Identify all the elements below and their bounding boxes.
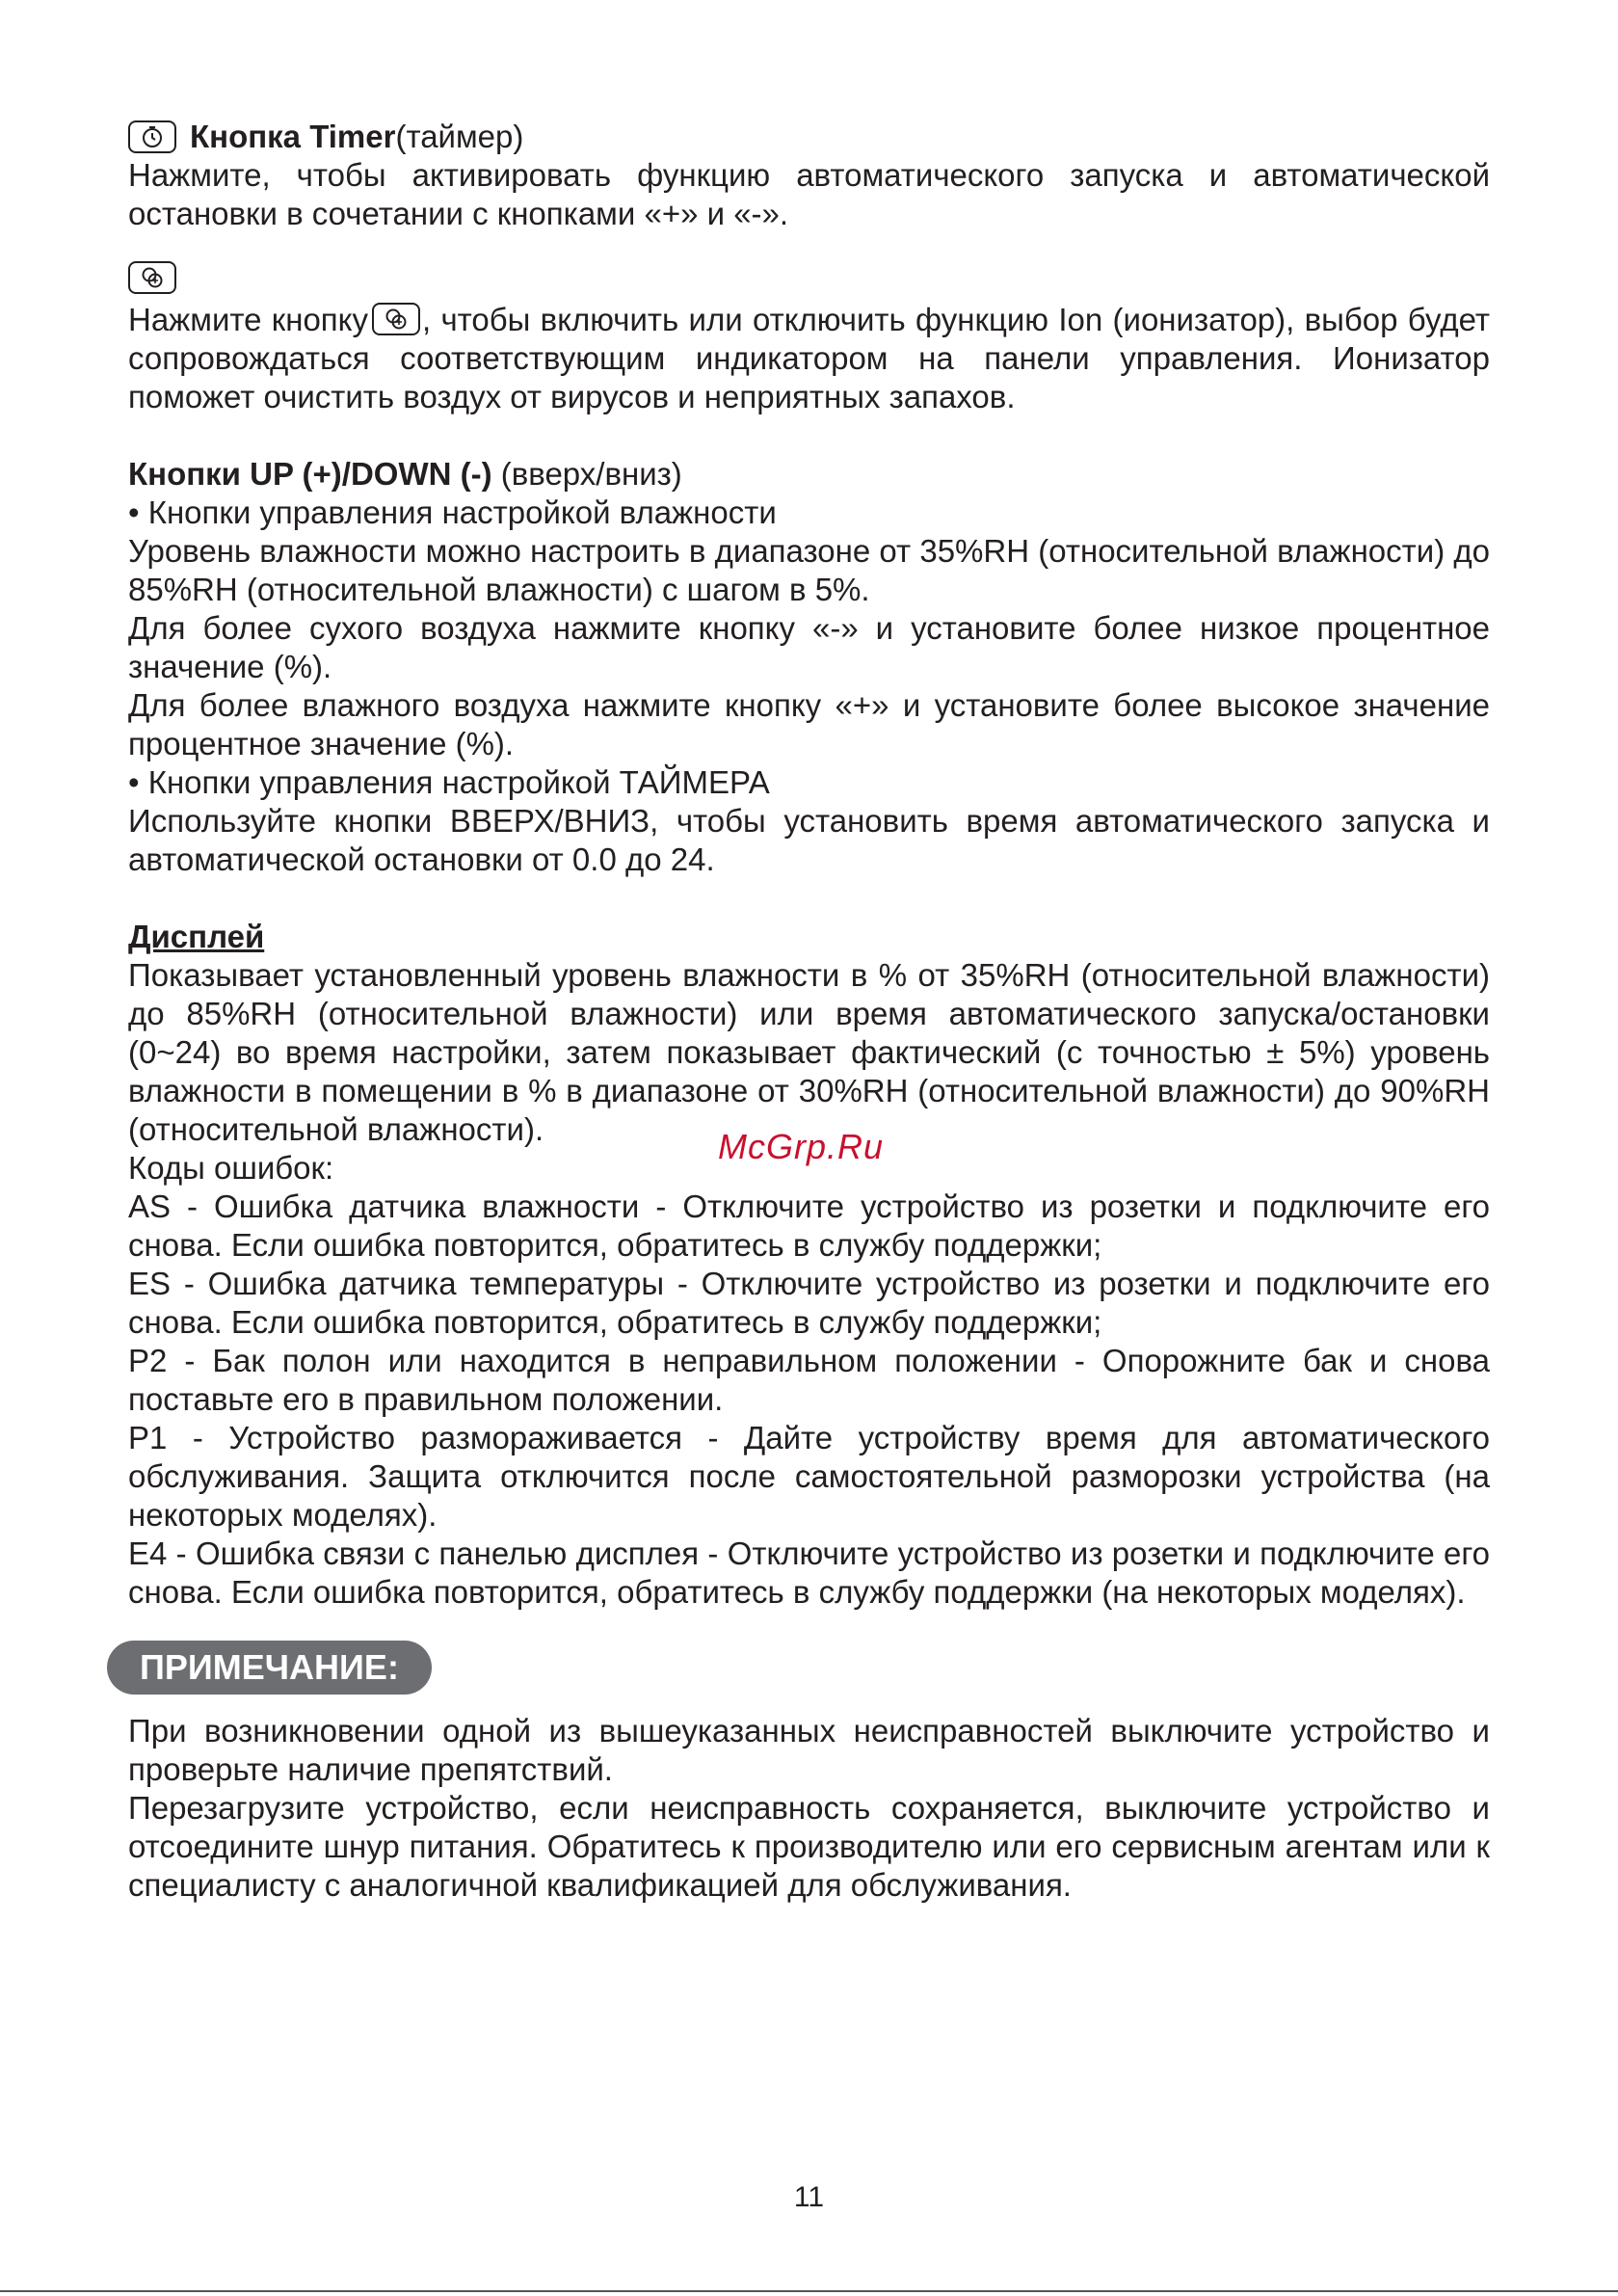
note-badge: ПРИМЕЧАНИЕ: <box>107 1641 432 1695</box>
error-as: AS - Ошибка датчика влажности - Отключите устройство из розетки и подключите его снова. Если ошибка повторится, обратитесь в службу поддержки; <box>128 1188 1490 1263</box>
error-e4: E4 - Ошибка связи с панелью дисплея - Отключите устройство из розетки и подключите его снова. Если ошибка повторится, обратитесь в службу поддержки (на некоторых моделях). <box>128 1535 1490 1610</box>
ion-body-after: , чтобы включить или отключить функцию Ion (ионизатор), выбор будет сопровождаться соответствующим индикатором на панели управления. Ионизатор поможет очистить воздух от вирусов и неприятных запахов. <box>128 302 1490 414</box>
timer-title: Кнопка Timer <box>190 119 396 154</box>
error-p1: P1 - Устройство размораживается - Дайте устройству время для автоматического обслуживания. Защита отключится после самостоятельной разморозки устройства (на некоторых моделях). <box>128 1420 1490 1533</box>
page-content <box>128 118 1490 1905</box>
updown-bullet-timer: • Кнопки управления настройкой ТАЙМЕРА <box>128 764 770 800</box>
updown-p4: Используйте кнопки ВВЕРХ/ВНИЗ, чтобы установить время автоматического запуска и автоматической остановки от 0.0 до 24. <box>128 803 1490 877</box>
updown-title: Кнопки UP (+)/DOWN (-) <box>128 456 492 492</box>
updown-p1: Уровень влажности можно настроить в диапазоне от 35%RH (относительной влажности) до 85%RH (относительной влажности) с шагом в 5%. <box>128 533 1490 607</box>
updown-bullet-humidity: • Кнопки управления настройкой влажности <box>128 494 777 530</box>
timer-icon <box>128 120 176 153</box>
ion-body <box>128 301 1490 416</box>
updown-p3: Для более влажного воздуха нажмите кнопку «+» и установите более высокое значение процентное значение (%). <box>128 687 1490 761</box>
page-number: 11 <box>793 2181 825 2213</box>
note-badge-row <box>128 1641 1490 1695</box>
error-es: ES - Ошибка датчика температуры - Отключите устройство из розетки и подключите его снова. Если ошибка повторится, обратитесь в службу поддержки; <box>128 1266 1490 1340</box>
updown-heading <box>128 455 1490 494</box>
note-p2: Перезагрузите устройство, если неисправность сохраняется, выключите устройство и отсоедините шнур питания. Обратитесь к производителю или его сервисным агентам или к специалисту с аналогичной квалификацией для обслуживания. <box>128 1790 1490 1903</box>
updown-title-rest: (вверх/вниз) <box>491 456 682 492</box>
timer-title-rest: (таймер) <box>395 119 524 154</box>
timer-body: Нажмите, чтобы активировать функцию автоматического запуска и автоматической остановки в сочетании с кнопками «+» и «-». <box>128 157 1490 231</box>
ionizer-icon <box>128 261 176 294</box>
bottom-rule <box>0 2290 1618 2292</box>
ion-body-before: Нажмите кнопку <box>128 302 368 337</box>
errors-title: Коды ошибок: <box>128 1150 334 1186</box>
error-p2: P2 - Бак полон или находится в неправильном положении - Опорожните бак и снова поставьте его в правильном положении. <box>128 1343 1490 1417</box>
watermark: McGrp.Ru <box>718 1127 885 1166</box>
timer-heading <box>128 118 1490 156</box>
updown-p2: Для более сухого воздуха нажмите кнопку «-» и установите более низкое процентное значение (%). <box>128 610 1490 684</box>
ionizer-inline-icon <box>372 303 420 335</box>
note-p1: При возникновении одной из вышеуказанных неисправностей выключите устройство и проверьте наличие препятствий. <box>128 1713 1490 1787</box>
ion-heading <box>128 256 1490 295</box>
display-p1: Показывает установленный уровень влажности в % от 35%RH (относительной влажности) до 85%RH (относительной влажности) или время автоматического запуска/остановки (0~24) во время настройки, затем показывает фактический (с точностью ± 5%) уровень влажности в помещении в % в диапазоне от 30%RH (относительной влажности) до 90%RH (относительной влажности). <box>128 957 1490 1147</box>
display-title: Дисплей <box>128 919 265 954</box>
